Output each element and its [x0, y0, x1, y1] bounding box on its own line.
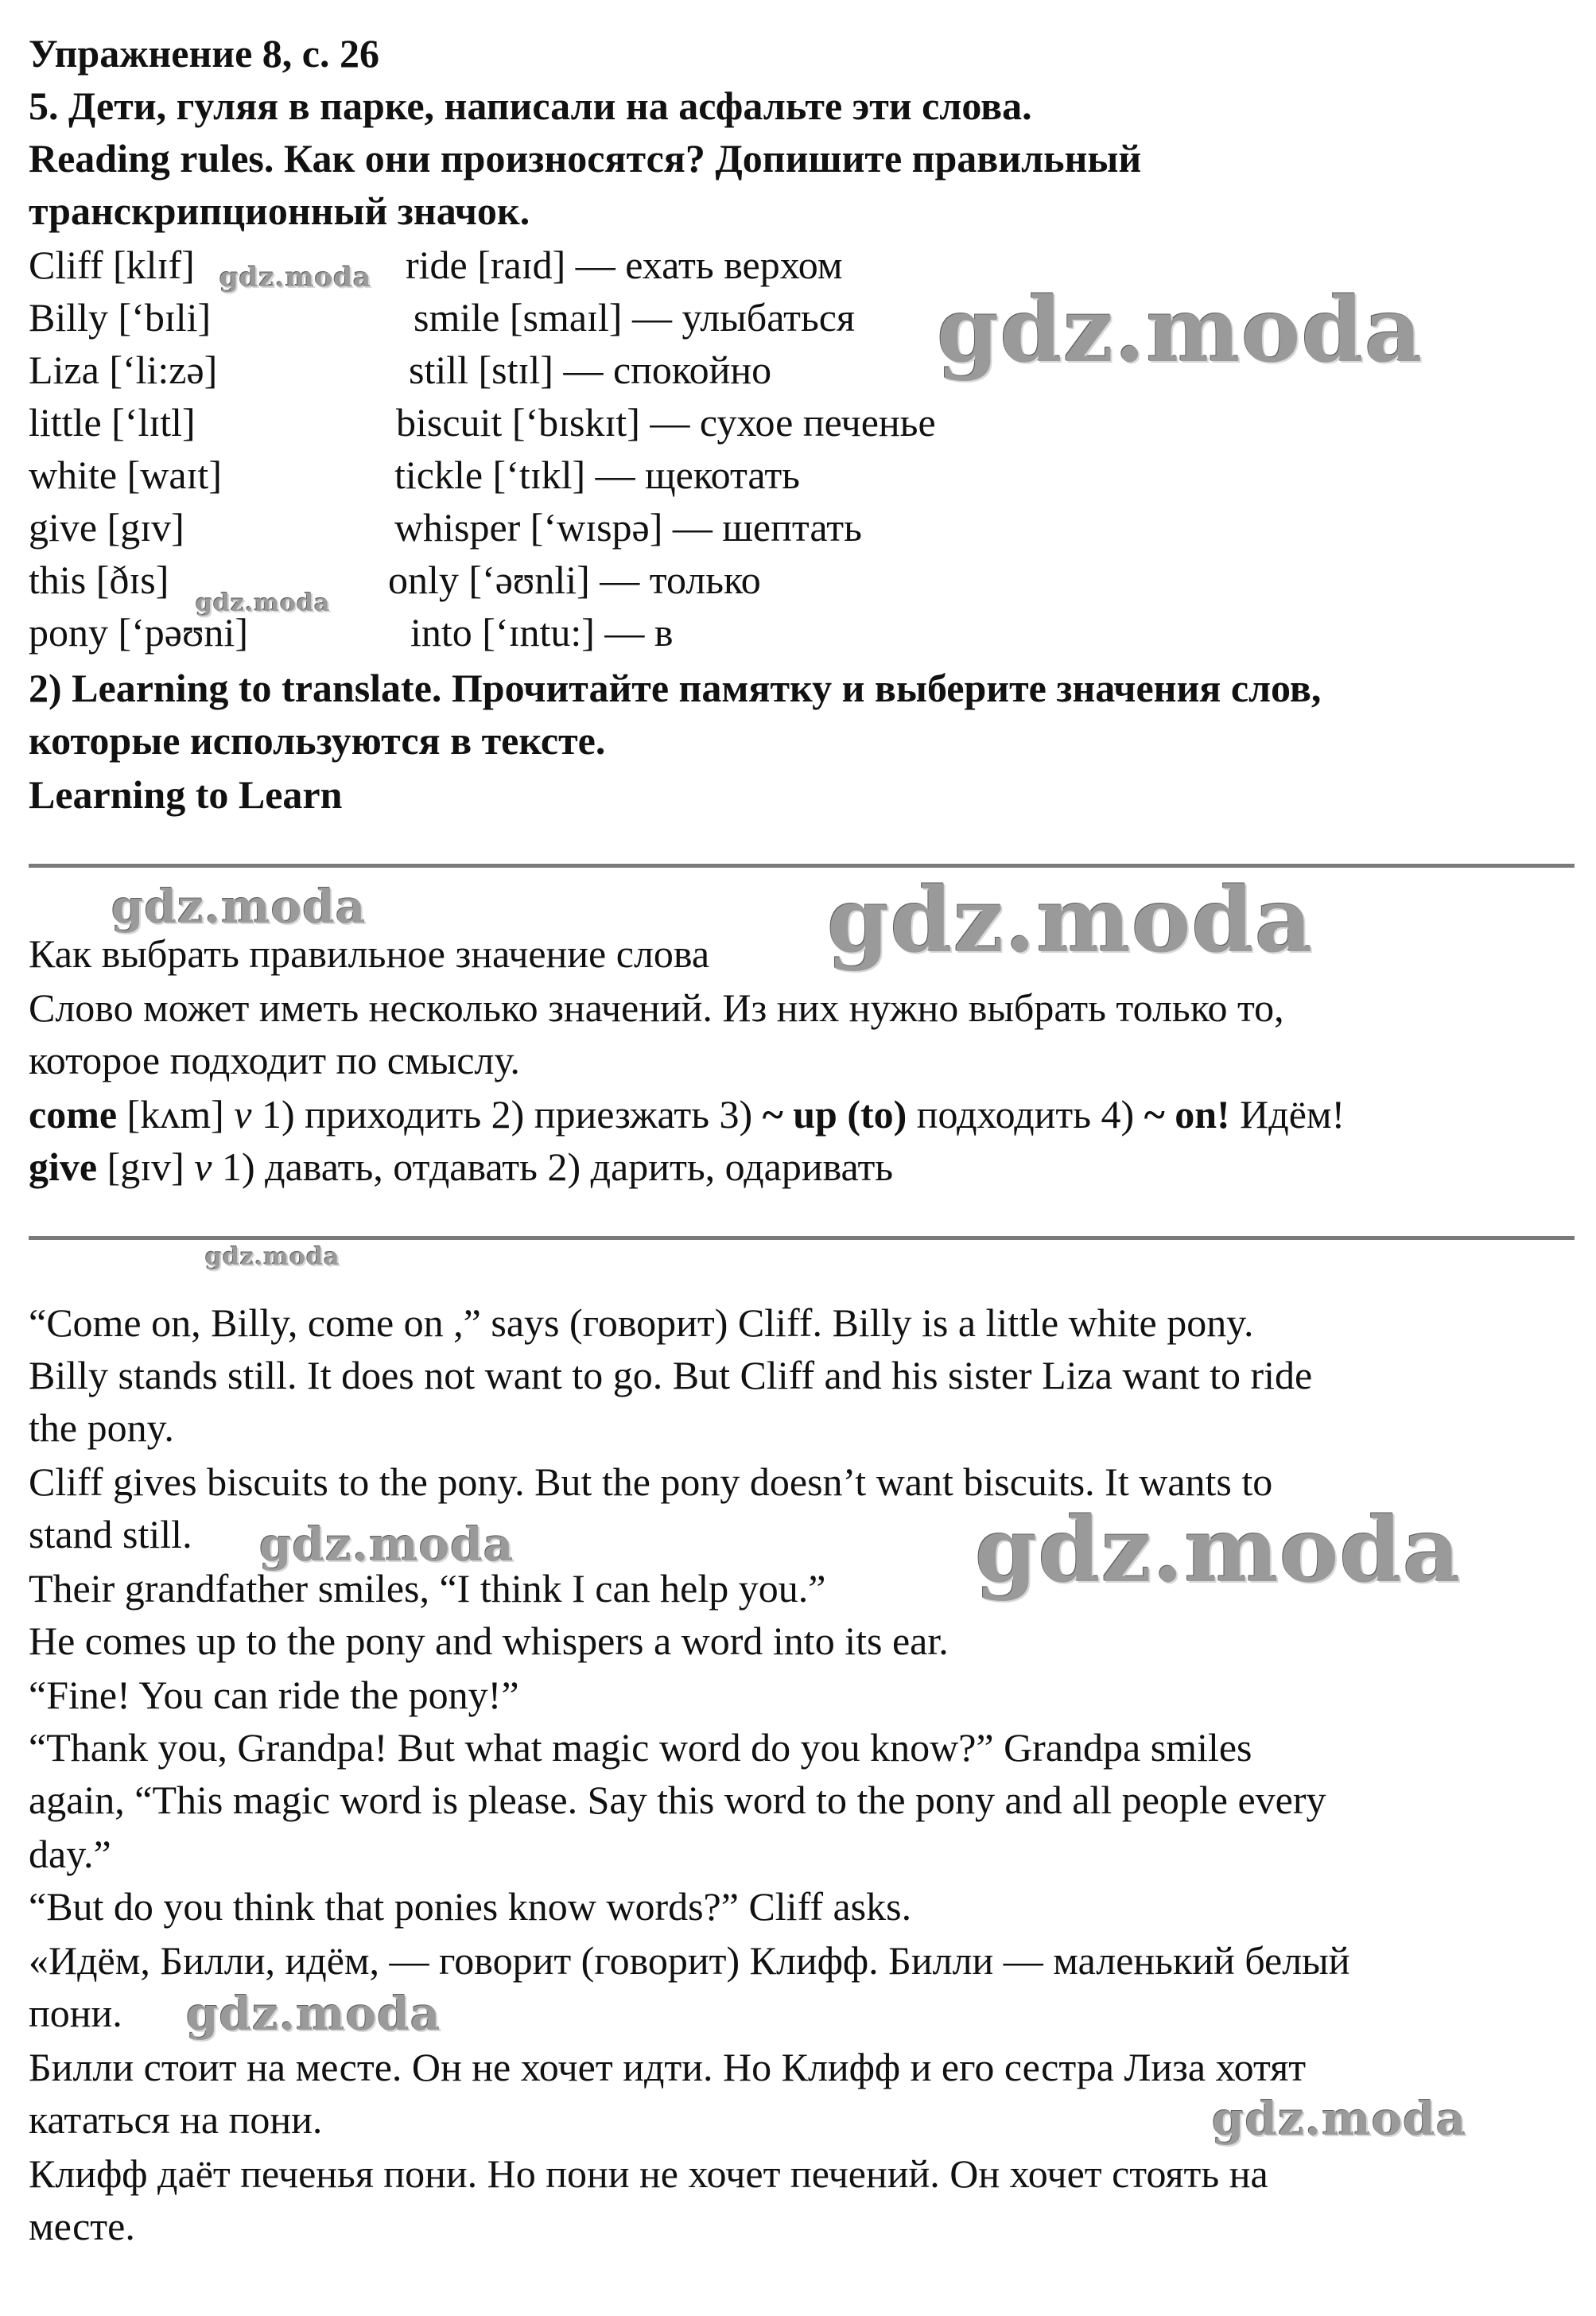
watermark: gdz.moda	[1212, 2092, 1467, 2146]
word-right-1: ride [raɪd] — ехать верхом	[406, 243, 843, 287]
entry-give-pos: v	[194, 1144, 212, 1189]
story-en-line-11: day.”	[29, 1832, 111, 1876]
story-en-line-1: “Come on, Billy, come on ,” says (говорит) Cliff. Billy is a little white pony.	[29, 1300, 1254, 1345]
entry-come-meanings: 1) приходить 2) приезжать 3)	[251, 1092, 763, 1137]
entry-come-on: ~ on!	[1144, 1092, 1230, 1137]
word-left-8: pony [‘pəʊni]	[29, 610, 248, 655]
watermark: gdz.moda	[259, 1517, 515, 1572]
entry-come-meaning-4: Идём!	[1229, 1092, 1346, 1137]
story-ru-line-5: Клифф даёт печенья пони. Но пони не хочет печений. Он хочет стоять на	[29, 2151, 1268, 2196]
watermark: gdz.moda	[827, 868, 1314, 973]
entry-give-meanings: 1) давать, отдавать 2) дарить, одаривать	[212, 1144, 894, 1189]
story-en-line-2: Billy stands still. It does not want to go. But Cliff and his sister Liza want to ride	[29, 1353, 1313, 1397]
story-en-line-6: Their grandfather smiles, “I think I can help you.”	[29, 1566, 826, 1611]
watermark: gdz.moda	[205, 1243, 340, 1271]
exercise-reference: Упражнение 8, с. 26	[29, 31, 379, 76]
word-right-5: tickle [‘tɪkl] — щекотать	[394, 453, 800, 497]
word-right-2: smile [smaɪl] — улыбаться	[414, 295, 855, 340]
dictionary-entry-come	[29, 1088, 1345, 1141]
entry-give-transcription: [gɪv]	[97, 1144, 195, 1189]
story-ru-line-3: Билли стоит на месте. Он не хочет идти. Но Клифф и его сестра Лиза хотят	[29, 2045, 1307, 2089]
watermark: gdz.moda	[111, 880, 367, 934]
word-right-4: biscuit [‘bɪskɪt] — сухое печенье	[396, 400, 936, 445]
story-en-line-7: He comes up to the pony and whispers a word into its ear.	[29, 1618, 949, 1663]
word-left-6: give [gɪv]	[29, 505, 184, 550]
watermark: gdz.moda	[196, 589, 331, 617]
task2-instruction-line1: 2) Learning to translate. Прочитайте памятку и выберите значения слов,	[29, 666, 1322, 710]
word-left-4: little [‘lɪtl]	[29, 400, 196, 445]
memo-bottom-rule	[29, 1236, 1575, 1240]
entry-come-transcription: [kʌm]	[117, 1092, 235, 1137]
task5-instruction-line1: 5. Дети, гуляя в парке, написали на асфальте эти слова.	[29, 84, 1032, 128]
story-en-line-5: stand still.	[29, 1512, 192, 1556]
task5-instruction-line2: Reading rules. Как они произносятся? Допишите правильный	[29, 136, 1142, 181]
word-right-8: into [‘ɪntu:] — в	[410, 610, 674, 655]
story-ru-line-2: пони.	[29, 1991, 122, 2035]
entry-word-come: come	[29, 1092, 118, 1137]
watermark: gdz.moda	[975, 1498, 1462, 1603]
memo-title: Как выбрать правильное значение слова	[29, 931, 710, 976]
entry-word-give: give	[29, 1144, 98, 1189]
memo-text-line2: которое подходит по смыслу.	[29, 1038, 520, 1082]
story-en-line-4: Cliff gives biscuits to the pony. But the pony doesn’t want biscuits. It wants to	[29, 1459, 1273, 1504]
watermark: gdz.moda	[186, 1987, 441, 2041]
dictionary-entry-give	[29, 1141, 893, 1193]
word-left-2: Billy [‘bɪli]	[29, 295, 212, 340]
story-en-line-8: “Fine! You can ride the pony!”	[29, 1673, 519, 1717]
entry-come-meaning-3: подходить 4)	[907, 1092, 1144, 1137]
entry-come-pos: v	[234, 1092, 252, 1137]
task2-instruction-line2: которые используются в тексте.	[29, 718, 606, 763]
word-right-3: still [stɪl] — спокойно	[409, 348, 772, 392]
word-left-7: this [ðɪs]	[29, 558, 169, 602]
story-ru-line-6: месте.	[29, 2204, 135, 2248]
task5-instruction-line3: транскрипционный значок.	[29, 188, 530, 233]
story-en-line-10: again, “This magic word is please. Say this word to the pony and all people every	[29, 1778, 1326, 1822]
learning-to-learn-heading: Learning to Learn	[29, 772, 343, 817]
memo-top-rule	[29, 864, 1575, 868]
word-left-1: Cliff [klɪf]	[29, 243, 195, 287]
story-en-line-3: the pony.	[29, 1405, 174, 1450]
watermark: gdz.moda	[219, 262, 372, 293]
word-right-6: whisper [‘wɪspə] — шептать	[394, 505, 862, 550]
word-left-5: white [waɪt]	[29, 453, 222, 497]
story-en-line-9: “Thank you, Grandpa! But what magic word do you know?” Grandpa smiles	[29, 1725, 1252, 1770]
memo-text-line1: Слово может иметь несколько значений. Из них нужно выбрать только то,	[29, 985, 1284, 1030]
entry-come-up-to: ~ up (to)	[762, 1092, 907, 1137]
word-right-7: only [‘əʊnli] — только	[388, 558, 761, 602]
story-en-line-12: “But do you think that ponies know words?” Cliff asks.	[29, 1884, 912, 1929]
word-left-3: Liza [‘li:zə]	[29, 348, 218, 392]
story-ru-line-4: кататься на пони.	[29, 2097, 323, 2142]
story-ru-line-1: «Идём, Билли, идём, — говорит (говорит) Клифф. Билли — маленький белый	[29, 1938, 1350, 1983]
watermark: gdz.moda	[937, 278, 1423, 383]
